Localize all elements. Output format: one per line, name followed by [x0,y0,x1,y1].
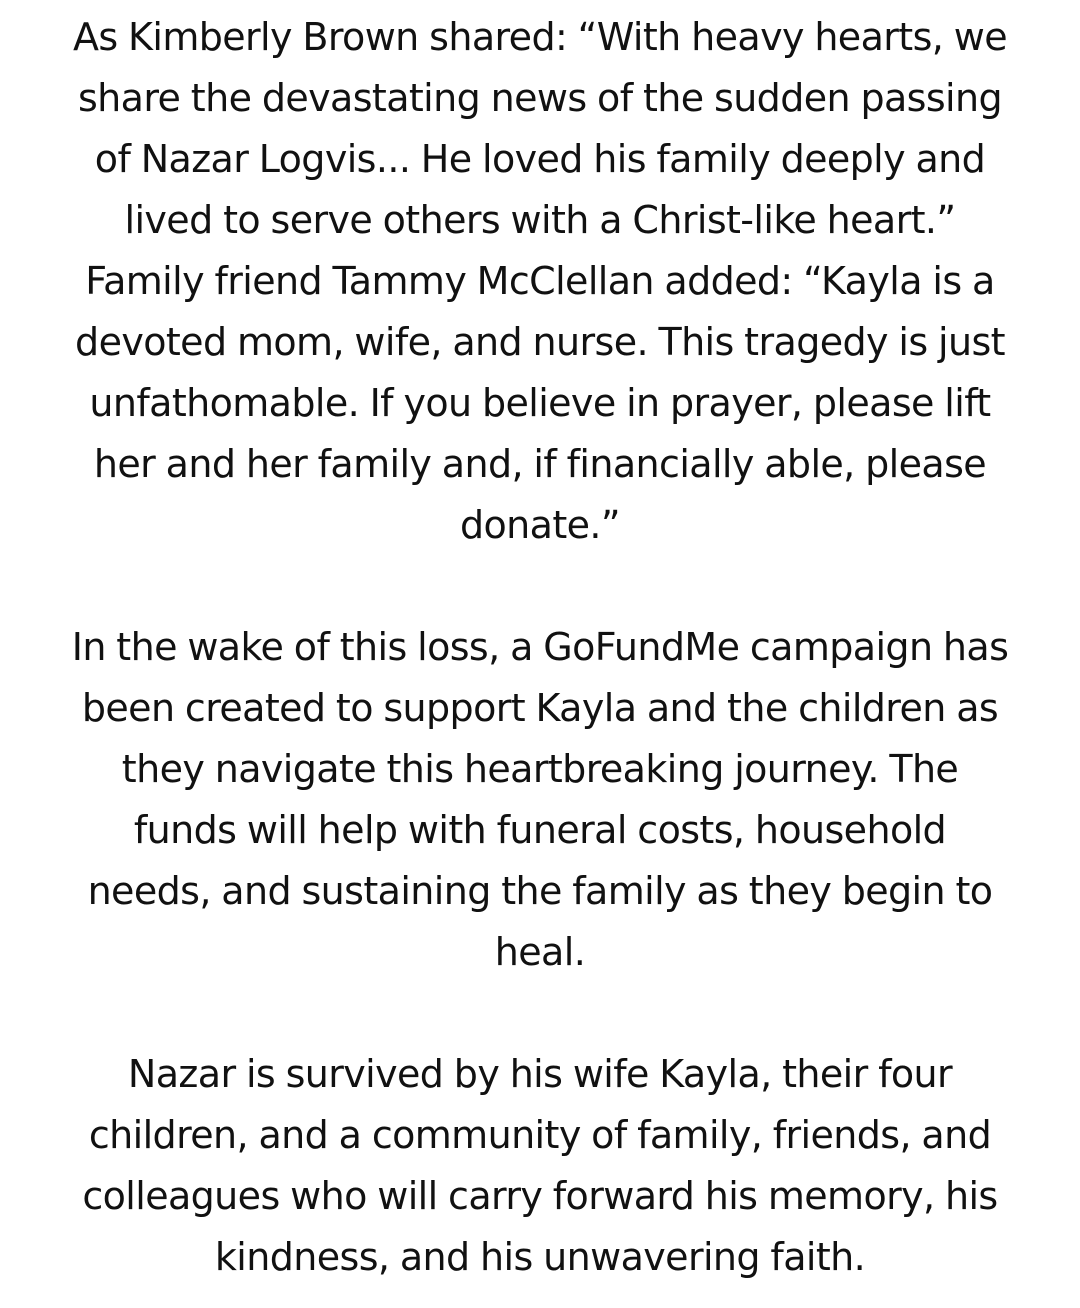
paragraph-survived-by [4,1044,1076,1288]
paragraph-gofundme [4,617,1076,983]
text-line: Family friend Tammy McClellan added: “Kayla is a [85,259,995,303]
text-line: funds will help with funeral costs, household [133,808,947,852]
text-line: unfathomable. If you believe in prayer, please lift [89,381,991,425]
text-line: In the wake of this loss, a GoFundMe campaign has [71,625,1009,669]
text-line: they navigate this heartbreaking journey. The [121,747,959,791]
text-line: colleagues who will carry forward his memory, his [82,1174,998,1218]
text-line: children, and a community of family, friends, and [88,1113,992,1157]
text-line: needs, and sustaining the family as they begin to [87,869,993,913]
text-line: her and her family and, if financially able, please [93,442,987,486]
text-line: heal. [494,930,586,974]
text-line: share the devastating news of the sudden passing [77,76,1003,120]
text-line: Nazar is survived by his wife Kayla, their four [127,1052,953,1096]
text-line: kindness, and his unwavering faith. [214,1235,866,1279]
paragraph-spacer [4,983,1076,1044]
text-line: of Nazar Logvis... He loved his family deeply and [94,137,986,181]
paragraph-quotes [4,7,1076,556]
text-line: As Kimberly Brown shared: “With heavy hearts, we [72,15,1008,59]
paragraph-spacer [4,556,1076,617]
text-line: devoted mom, wife, and nurse. This tragedy is just [75,320,1005,364]
text-line: been created to support Kayla and the children as [81,686,999,730]
text-line: donate.” [460,503,620,547]
text-line: lived to serve others with a Christ-like heart.” [124,198,956,242]
